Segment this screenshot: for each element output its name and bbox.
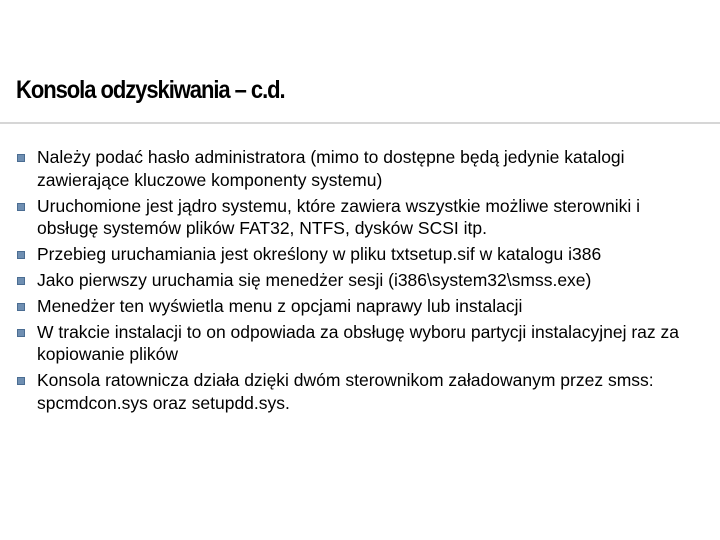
title-divider xyxy=(0,122,720,124)
bullet-text: Konsola ratownicza działa dzięki dwóm sterownikom załadowanym przez smss: spcmdcon.sys oraz setupdd.sys. xyxy=(37,370,654,413)
square-bullet-icon xyxy=(17,154,25,162)
bullet-text: Należy podać hasło administratora (mimo to dostępne będą jedynie katalogi zawierające kluczowe komponenty systemu) xyxy=(37,147,625,190)
bullet-item xyxy=(16,369,706,415)
bullet-item xyxy=(16,295,706,318)
bullet-item xyxy=(16,269,706,292)
square-bullet-icon xyxy=(17,303,25,311)
square-bullet-icon xyxy=(17,329,25,337)
bullet-item xyxy=(16,243,706,266)
bullet-item xyxy=(16,146,706,192)
square-bullet-icon xyxy=(17,377,25,385)
bullet-text: Przebieg uruchamiania jest określony w pliku txtsetup.sif w katalogu i386 xyxy=(37,244,602,265)
square-bullet-icon xyxy=(17,203,25,211)
square-bullet-icon xyxy=(17,251,25,259)
square-bullet-icon xyxy=(17,277,25,285)
bullet-item xyxy=(16,321,706,367)
slide-title: Konsola odzyskiwania – c.d. xyxy=(16,76,285,104)
bullet-list xyxy=(16,146,706,418)
bullet-text: Jako pierwszy uruchamia się menedżer sesji (i386\system32\smss.exe) xyxy=(37,269,592,290)
bullet-item xyxy=(16,195,706,241)
bullet-text: Menedżer ten wyświetla menu z opcjami naprawy lub instalacji xyxy=(37,295,523,316)
bullet-text: W trakcie instalacji to on odpowiada za obsługę wyboru partycji instalacyjnej raz za kopiowanie plików xyxy=(37,321,679,365)
bullet-text: Uruchomione jest jądro systemu, które zawiera wszystkie możliwe sterowniki i obsługę systemów plików FAT32, NTFS, dysków SCSI itp. xyxy=(37,195,640,239)
